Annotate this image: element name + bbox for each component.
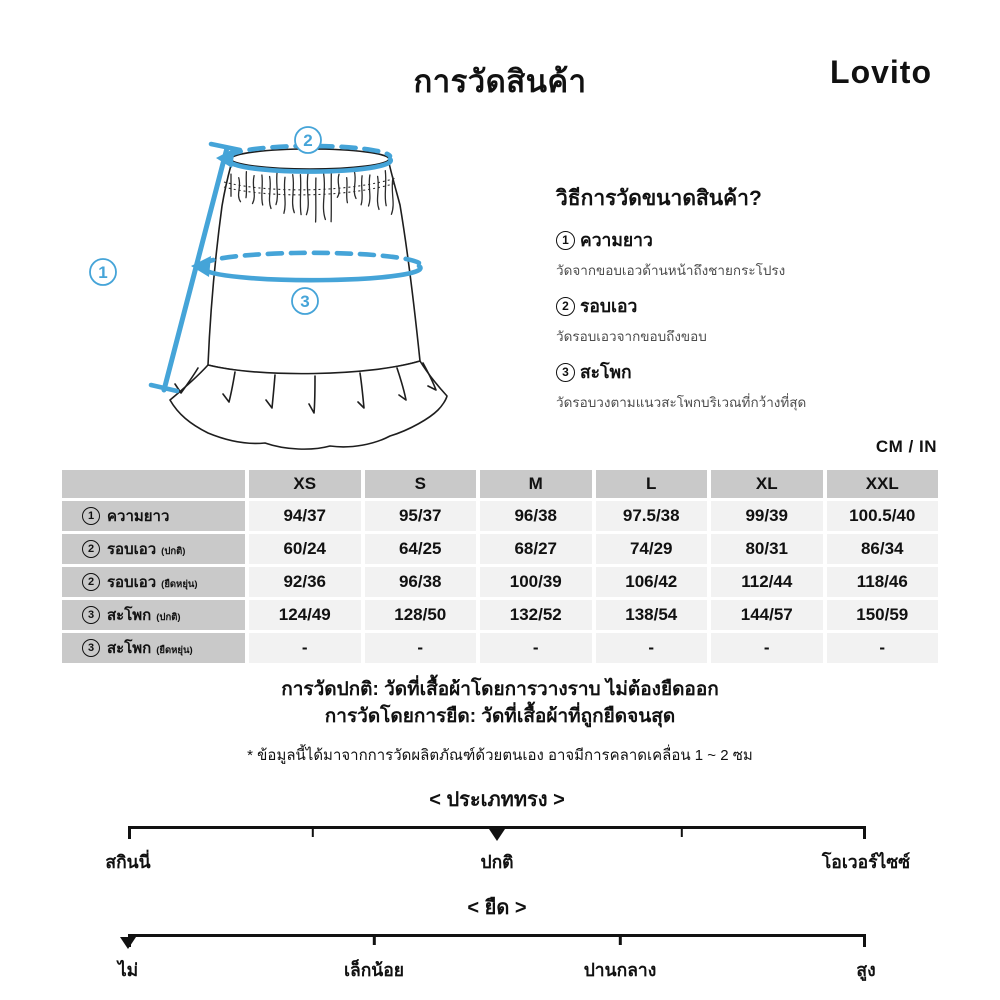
table-row-label bbox=[62, 567, 245, 597]
table-row-sublabel: (ปกติ) bbox=[161, 546, 186, 557]
table-value-cell: 128/50 bbox=[365, 600, 477, 630]
size-table bbox=[62, 470, 938, 663]
unit-label: CM / IN bbox=[875, 437, 937, 456]
instruction-item-name: ความยาว bbox=[580, 230, 653, 250]
circled-number-icon: 1 bbox=[556, 231, 575, 250]
instruction-item-desc: วัดรอบเอวจากขอบถึงขอบ bbox=[556, 329, 707, 345]
fit-scale-track bbox=[128, 934, 866, 949]
table-corner-cell bbox=[62, 470, 245, 498]
table-value-cell: 94/37 bbox=[249, 501, 361, 531]
elastic-stroke bbox=[347, 178, 348, 203]
note-disclaimer: * ข้อมูลนี้ได้มาจากการวัดผลิตภัณฑ์ด้วยตนเอง อาจมีการคลาดเคลื่อน 1 ~ 2 ซม bbox=[247, 747, 753, 764]
circled-number-icon: 3 bbox=[82, 606, 100, 624]
instruction-item-label bbox=[556, 226, 946, 254]
fit-scale-marker-icon bbox=[120, 937, 136, 949]
table-value-cell: - bbox=[596, 633, 708, 663]
fit-scale-endcap bbox=[863, 826, 866, 839]
fit-scale-tick bbox=[311, 826, 313, 837]
table-column-header: XS bbox=[249, 470, 361, 498]
fit-scale-tick bbox=[373, 934, 375, 945]
measurement-notes bbox=[0, 676, 1000, 767]
table-row-label bbox=[62, 633, 245, 663]
fit-scale-label: สูง bbox=[856, 960, 876, 980]
table-row-sublabel: (ยืดหยุ่น) bbox=[161, 579, 198, 590]
table-value-cell: 106/42 bbox=[596, 567, 708, 597]
table-value-cell: - bbox=[365, 633, 477, 663]
table-value-cell: 100/39 bbox=[480, 567, 592, 597]
fit-scale-marker-icon bbox=[489, 829, 505, 841]
table-value-cell: - bbox=[480, 633, 592, 663]
table-column-header: XXL bbox=[827, 470, 939, 498]
skirt-illustration bbox=[60, 118, 540, 463]
fit-scale-title: < ประเภททรง > bbox=[429, 789, 565, 811]
fit-scale-label: ไม่ bbox=[117, 960, 139, 980]
fit-scale bbox=[105, 783, 911, 874]
circled-number-icon: 1 bbox=[82, 507, 100, 525]
table-value-cell: 124/49 bbox=[249, 600, 361, 630]
table-value-cell: 144/57 bbox=[711, 600, 823, 630]
table-column-header: M bbox=[480, 470, 592, 498]
lovito-logo: Lovito bbox=[830, 54, 932, 90]
fit-scale-label: ปานกลาง bbox=[583, 960, 657, 980]
table-value-cell: 96/38 bbox=[365, 567, 477, 597]
fit-scale-labels bbox=[117, 956, 876, 982]
table-value-cell: 60/24 bbox=[249, 534, 361, 564]
table-value-cell: 80/31 bbox=[711, 534, 823, 564]
elastic-stroke bbox=[300, 175, 301, 215]
table-column-header: XL bbox=[711, 470, 823, 498]
fit-scale bbox=[117, 891, 876, 982]
note-stretch-measure: การวัดโดยการยืด: วัดที่เสื้อผ้าที่ถูกยืดจนสุด bbox=[324, 706, 676, 727]
circled-number-icon: 2 bbox=[82, 573, 100, 591]
instruction-item-desc: วัดรอบวงตามแนวสะโพกบริเวณที่กว้างที่สุด bbox=[556, 395, 807, 411]
fit-scale-tick bbox=[680, 826, 682, 837]
skirt-ruffle bbox=[170, 361, 447, 449]
fit-scale-tick bbox=[619, 934, 621, 945]
fit-scale-track bbox=[128, 826, 866, 841]
fit-scale-label: สกินนี่ bbox=[105, 852, 151, 872]
fit-scale-line bbox=[128, 934, 866, 937]
instruction-item-name: รอบเอว bbox=[580, 296, 638, 316]
table-value-cell: 150/59 bbox=[827, 600, 939, 630]
circled-number-icon: 2 bbox=[82, 540, 100, 558]
table-row-label bbox=[62, 534, 245, 564]
fit-scale-labels bbox=[105, 848, 911, 874]
fit-scale-title: < ยืด > bbox=[467, 897, 527, 919]
instruction-item-name: สะโพก bbox=[580, 362, 632, 382]
circled-number-icon: 2 bbox=[556, 297, 575, 316]
marker-1 bbox=[90, 259, 116, 285]
table-value-cell: 132/52 bbox=[480, 600, 592, 630]
fit-scale-endcap bbox=[128, 826, 131, 839]
table-row-name: สะโพก bbox=[107, 640, 152, 657]
circled-number-icon: 3 bbox=[82, 639, 100, 657]
measure-instructions bbox=[556, 182, 946, 413]
table-value-cell: 97.5/38 bbox=[596, 501, 708, 531]
fit-scales bbox=[105, 783, 911, 982]
length-measure-top-cap bbox=[211, 144, 240, 150]
table-column-header: L bbox=[596, 470, 708, 498]
table-row-label bbox=[62, 501, 245, 531]
table-value-cell: 64/25 bbox=[365, 534, 477, 564]
table-value-cell: - bbox=[249, 633, 361, 663]
table-value-cell: 99/39 bbox=[711, 501, 823, 531]
marker-3 bbox=[292, 288, 318, 314]
table-value-cell: 112/44 bbox=[711, 567, 823, 597]
fit-scale-label: โอเวอร์ไซซ์ bbox=[821, 852, 911, 872]
table-row-name: ความยาว bbox=[107, 508, 170, 525]
table-value-cell: - bbox=[711, 633, 823, 663]
table-value-cell: 118/46 bbox=[827, 567, 939, 597]
instructions-heading: วิธีการวัดขนาดสินค้า? bbox=[556, 187, 762, 210]
instruction-item-label bbox=[556, 358, 946, 386]
table-value-cell: 68/27 bbox=[480, 534, 592, 564]
table-value-cell: 100.5/40 bbox=[827, 501, 939, 531]
fit-scale-endcap bbox=[863, 934, 866, 947]
skirt-diagram bbox=[60, 118, 540, 463]
elastic-stroke bbox=[385, 171, 386, 206]
table-value-cell: 96/38 bbox=[480, 501, 592, 531]
fit-scale-label: ปกติ bbox=[480, 852, 514, 872]
fit-scale-label: เล็กน้อย bbox=[343, 960, 405, 980]
table-value-cell: 138/54 bbox=[596, 600, 708, 630]
svg-text:3: 3 bbox=[300, 292, 310, 311]
instruction-item-desc: วัดจากขอบเอวด้านหน้าถึงชายกระโปรง bbox=[556, 263, 786, 279]
table-row-sublabel: (ปกติ) bbox=[156, 612, 181, 623]
length-measure-bottom-cap bbox=[151, 385, 177, 391]
instructions-list bbox=[556, 226, 946, 413]
table-value-cell: 95/37 bbox=[365, 501, 477, 531]
svg-text:1: 1 bbox=[98, 263, 108, 282]
table-value-cell: - bbox=[827, 633, 939, 663]
table-value-cell: 74/29 bbox=[596, 534, 708, 564]
page-title: การวัดสินค้า bbox=[413, 64, 587, 99]
marker-2 bbox=[295, 127, 321, 153]
table-row-label bbox=[62, 600, 245, 630]
table-row-sublabel: (ยืดหยุ่น) bbox=[156, 645, 193, 656]
table-row-name: รอบเอว bbox=[107, 541, 157, 558]
svg-text:2: 2 bbox=[303, 131, 313, 150]
table-row-name: รอบเอว bbox=[107, 574, 157, 591]
table-column-header: S bbox=[365, 470, 477, 498]
table-row-name: สะโพก bbox=[107, 607, 152, 624]
table-value-cell: 86/34 bbox=[827, 534, 939, 564]
note-flat-measure: การวัดปกติ: วัดที่เสื้อผ้าโดยการวางราบ ไม่ต้องยืดออก bbox=[281, 679, 719, 700]
instruction-item-label bbox=[556, 292, 946, 320]
table-value-cell: 92/36 bbox=[249, 567, 361, 597]
circled-number-icon: 3 bbox=[556, 363, 575, 382]
elastic-stroke bbox=[262, 175, 263, 205]
